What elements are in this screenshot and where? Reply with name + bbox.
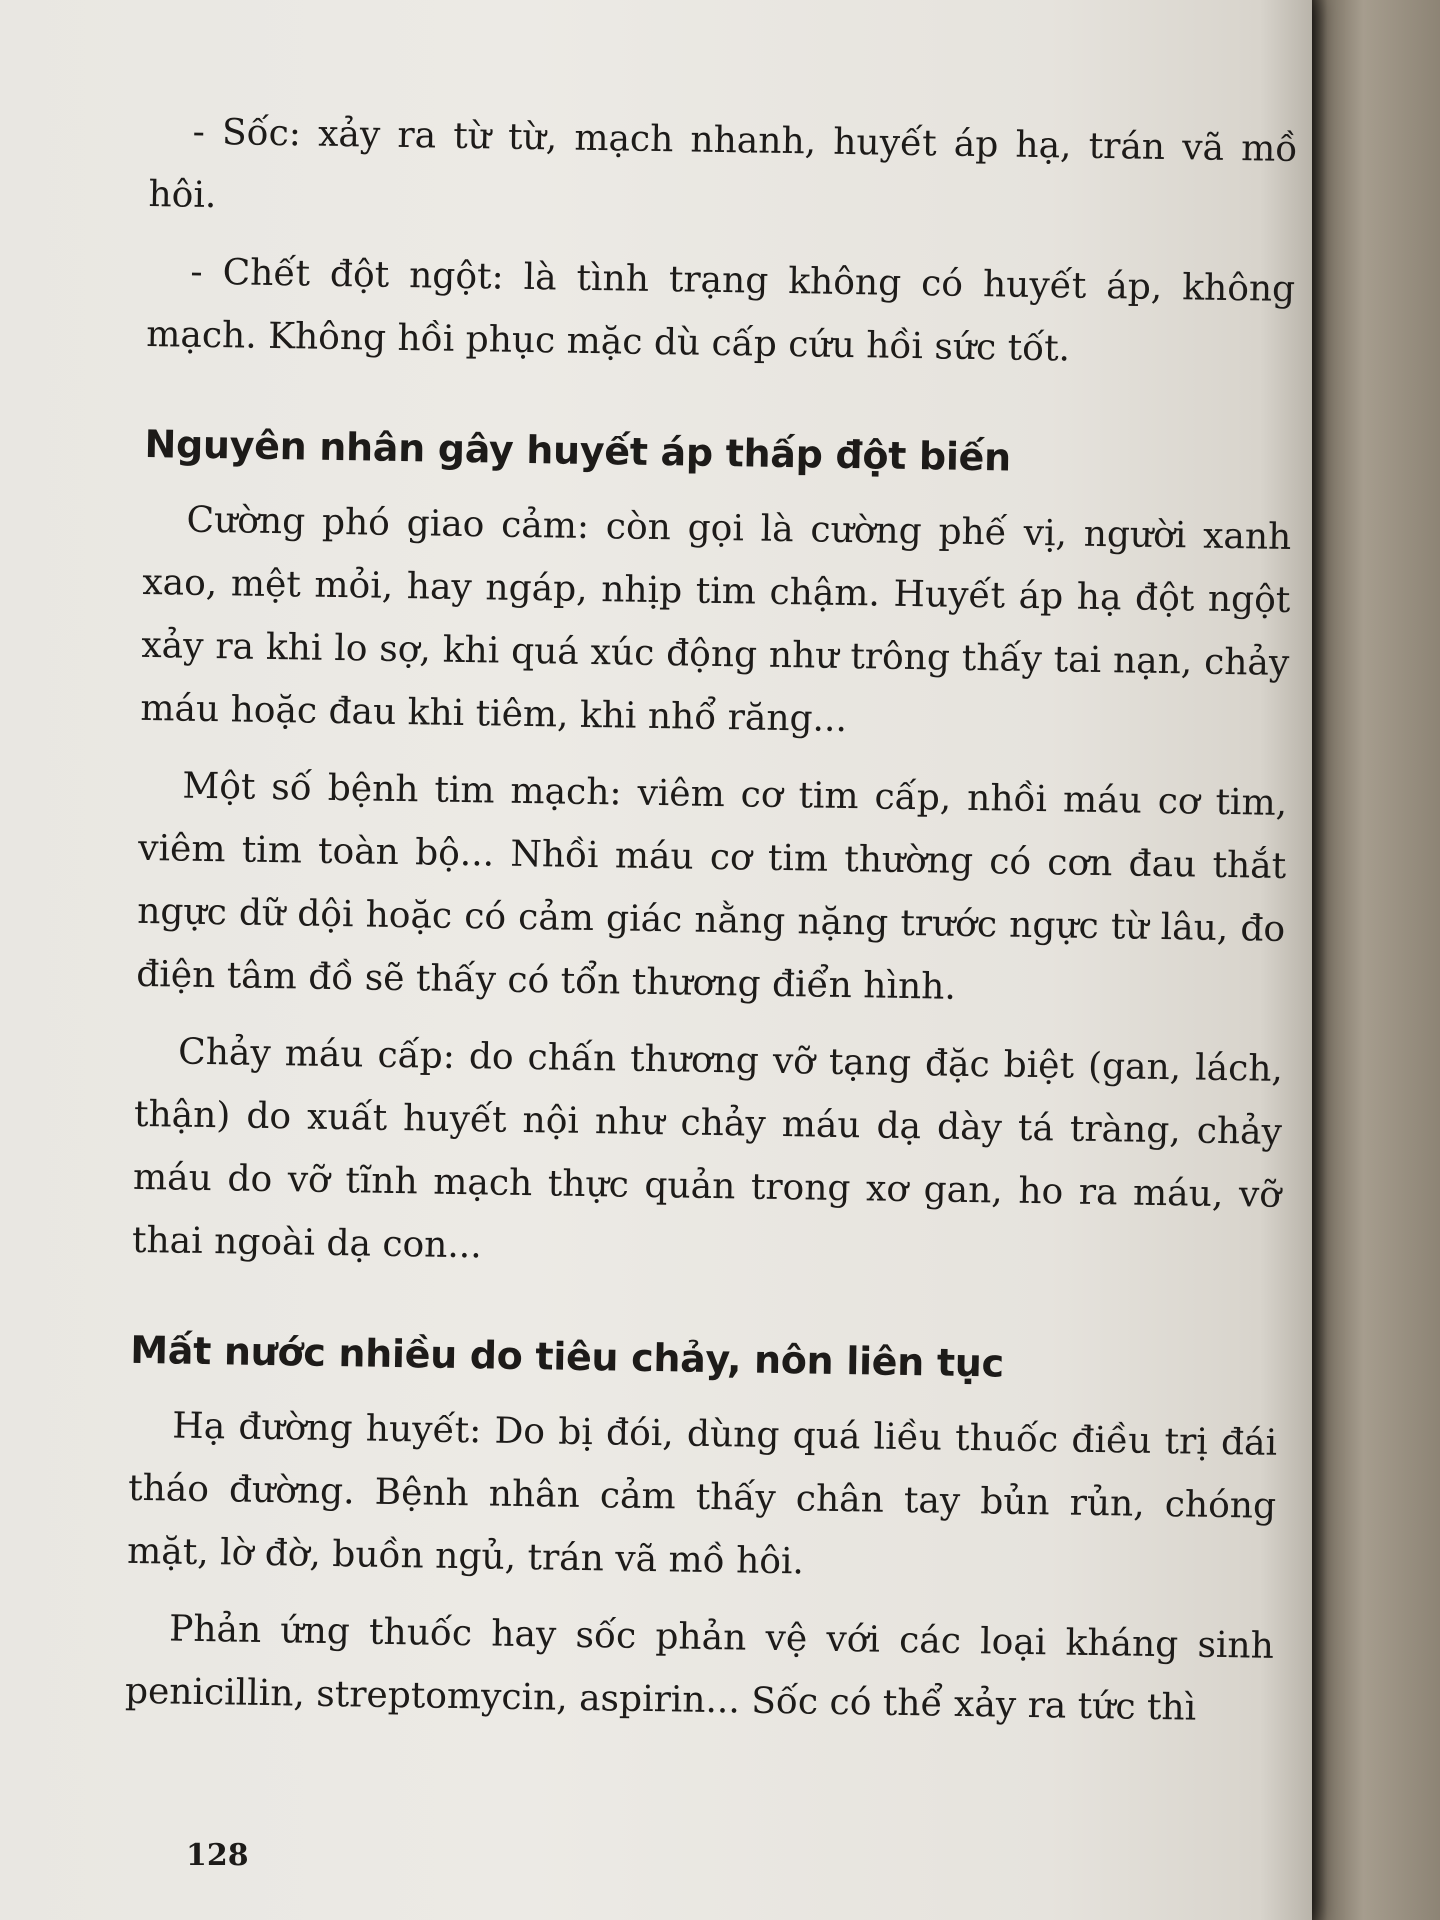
section-heading-dehydration: Mất nước nhiều do tiêu chảy, nôn liên tục xyxy=(130,1327,1005,1386)
paragraph-drug-reaction: Phản ứng thuốc hay sốc phản vệ với các loại kháng sinh penicillin, streptomycin, aspirin... Sốc có thể xảy ra tức thì xyxy=(124,1608,1275,1729)
paragraph-bleeding: Chảy máu cấp: do chấn thương vỡ tạng đặc biệt (gan, lách, thận) do xuất huyết nội như chảy máu dạ dày tá tràng, chảy máu do vỡ tĩnh mạch thực quản trong xơ gan, ho ra máu, vỡ thai ngoài dạ con... xyxy=(131,1031,1284,1267)
paragraph-vagal: Cường phó giao cảm: còn gọi là cường phế vị, người xanh xao, mệt mỏi, hay ngáp, nhịp tim chậm. Huyết áp hạ đột ngột xảy ra khi lo sợ, khi quá xúc động như trông thấy tai nạn, chảy máu hoặc đau khi tiêm, khi nhổ răng... xyxy=(140,499,1292,741)
page-content xyxy=(125,100,1298,1741)
paragraph-hypoglycemia: Hạ đường huyết: Do bị đói, dùng quá liều thuốc điều trị đái tháo đường. Bệnh nhân cảm thấy chân tay bủn rủn, chóng mặt, lờ đờ, buồn ngủ, trán vã mồ hôi. xyxy=(126,1405,1278,1583)
section-heading-causes: Nguyên nhân gây huyết áp thấp đột biến xyxy=(144,421,1012,480)
paragraph-sudden-death: - Chết đột ngột: là tình trạng không có huyết áp, không mạch. Không hồi phục mặc dù cấp cứu hồi sức tốt. xyxy=(145,251,1296,370)
paragraph-shock: - Sốc: xảy ra từ từ, mạch nhanh, huyết áp hạ, trán vã mồ hôi. xyxy=(148,111,1298,217)
adjacent-page-edge xyxy=(1312,0,1440,1920)
page-number: 128 xyxy=(186,1838,249,1873)
paragraph-cardiac: Một số bệnh tim mạch: viêm cơ tim cấp, nhồi máu cơ tim, viêm tim toàn bộ... Nhồi máu cơ tim thường có cơn đau thắt ngực dữ dội hoặc có cảm giác nằng nặng trước ngực từ lâu, đo điện tâm đồ sẽ thấy có tổn thương điển hình. xyxy=(135,765,1288,1008)
